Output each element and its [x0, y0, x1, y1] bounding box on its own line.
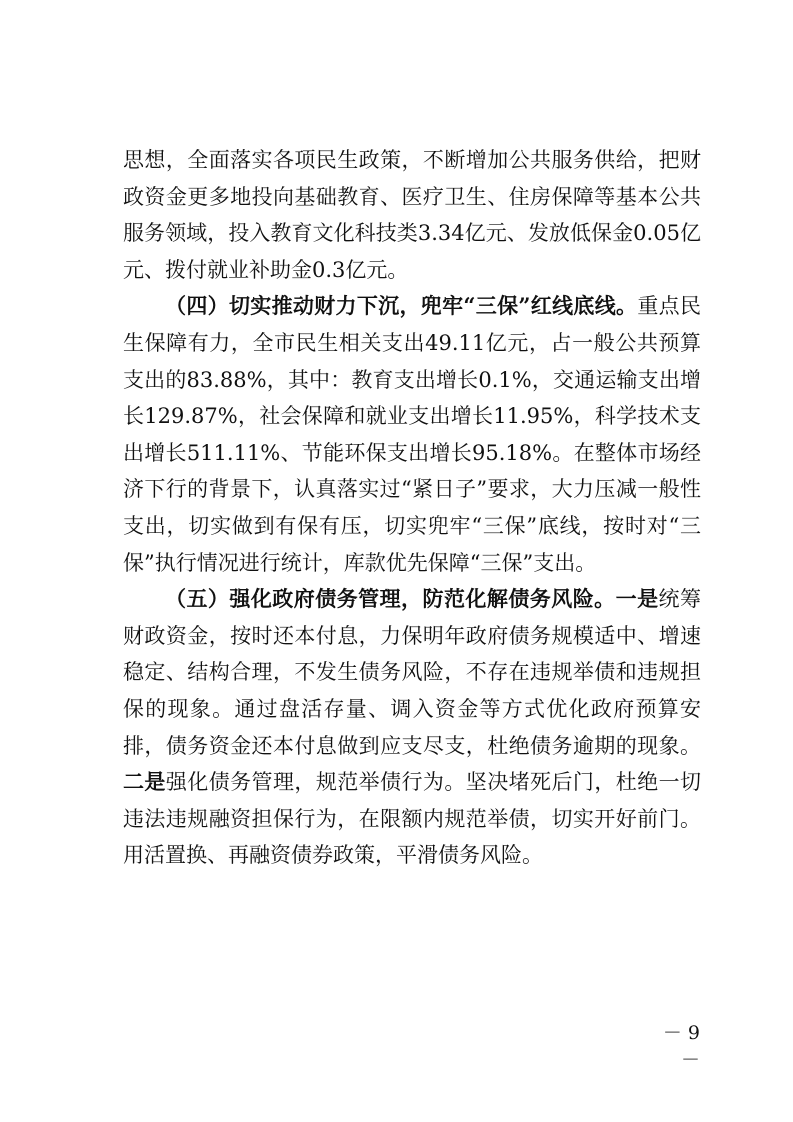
paragraph-1: [123, 142, 701, 288]
point-1-lead: 一是: [615, 586, 659, 612]
paragraph-2: [123, 288, 701, 581]
paragraph-3: [123, 581, 701, 874]
paragraph-2-text: 重点民生保障有力，全市民生相关支出49.11亿元，占一般公共预算支出的83.88%，其中：教育支出增长0.1%，交通运输支出增长129.87%，社会保障和就业支出增长11.95%，科学技术支出增长511.11%、节能环保支出增长95.18%。在整体市场经济下行的背景下，认真落实过“紧日子”要求，大力压减一般性支出，切实做到有保有压，切实兜牢“三保”底线，按时对“三保”执行情况进行统计，库款优先保障“三保”支出。: [123, 294, 701, 575]
point-1-text: 统筹财政资金，按时还本付息，力保明年政府债务规模适中、增速稳定、结构合理，不发生债务风险，不存在违规举债和违规担保的现象。通过盘活存量、调入资金等方式优化政府预算安排，债务资金还本付息做到应支尽支，杜绝债务逾期的现象。: [123, 587, 702, 758]
point-2-text: 强化债务管理，规范举债行为。坚决堵死后门，杜绝一切违法违规融资担保行为，在限额内规范举债，切实开好前门。用活置换、再融资债券政策，平滑债务风险。: [123, 770, 702, 868]
section-4-heading: （四）切实推动财力下沉，兜牢“三保”红线底线。: [165, 293, 638, 319]
section-5-heading: （五）强化政府债务管理，防范化解债务风险。: [165, 586, 616, 612]
page-number: － 9 －: [662, 1022, 700, 1071]
point-2-lead: 二是: [123, 769, 166, 795]
paragraph-1-text: 思想，全面落实各项民生政策，不断增加公共服务供给，把财政资金更多地投向基础教育、医疗卫生、住房保障等基本公共服务领域，投入教育文化科技类3.34亿元、发放低保金0.05亿元、拨付就业补助金0.3亿元。: [123, 148, 701, 282]
body-text: [123, 142, 701, 874]
